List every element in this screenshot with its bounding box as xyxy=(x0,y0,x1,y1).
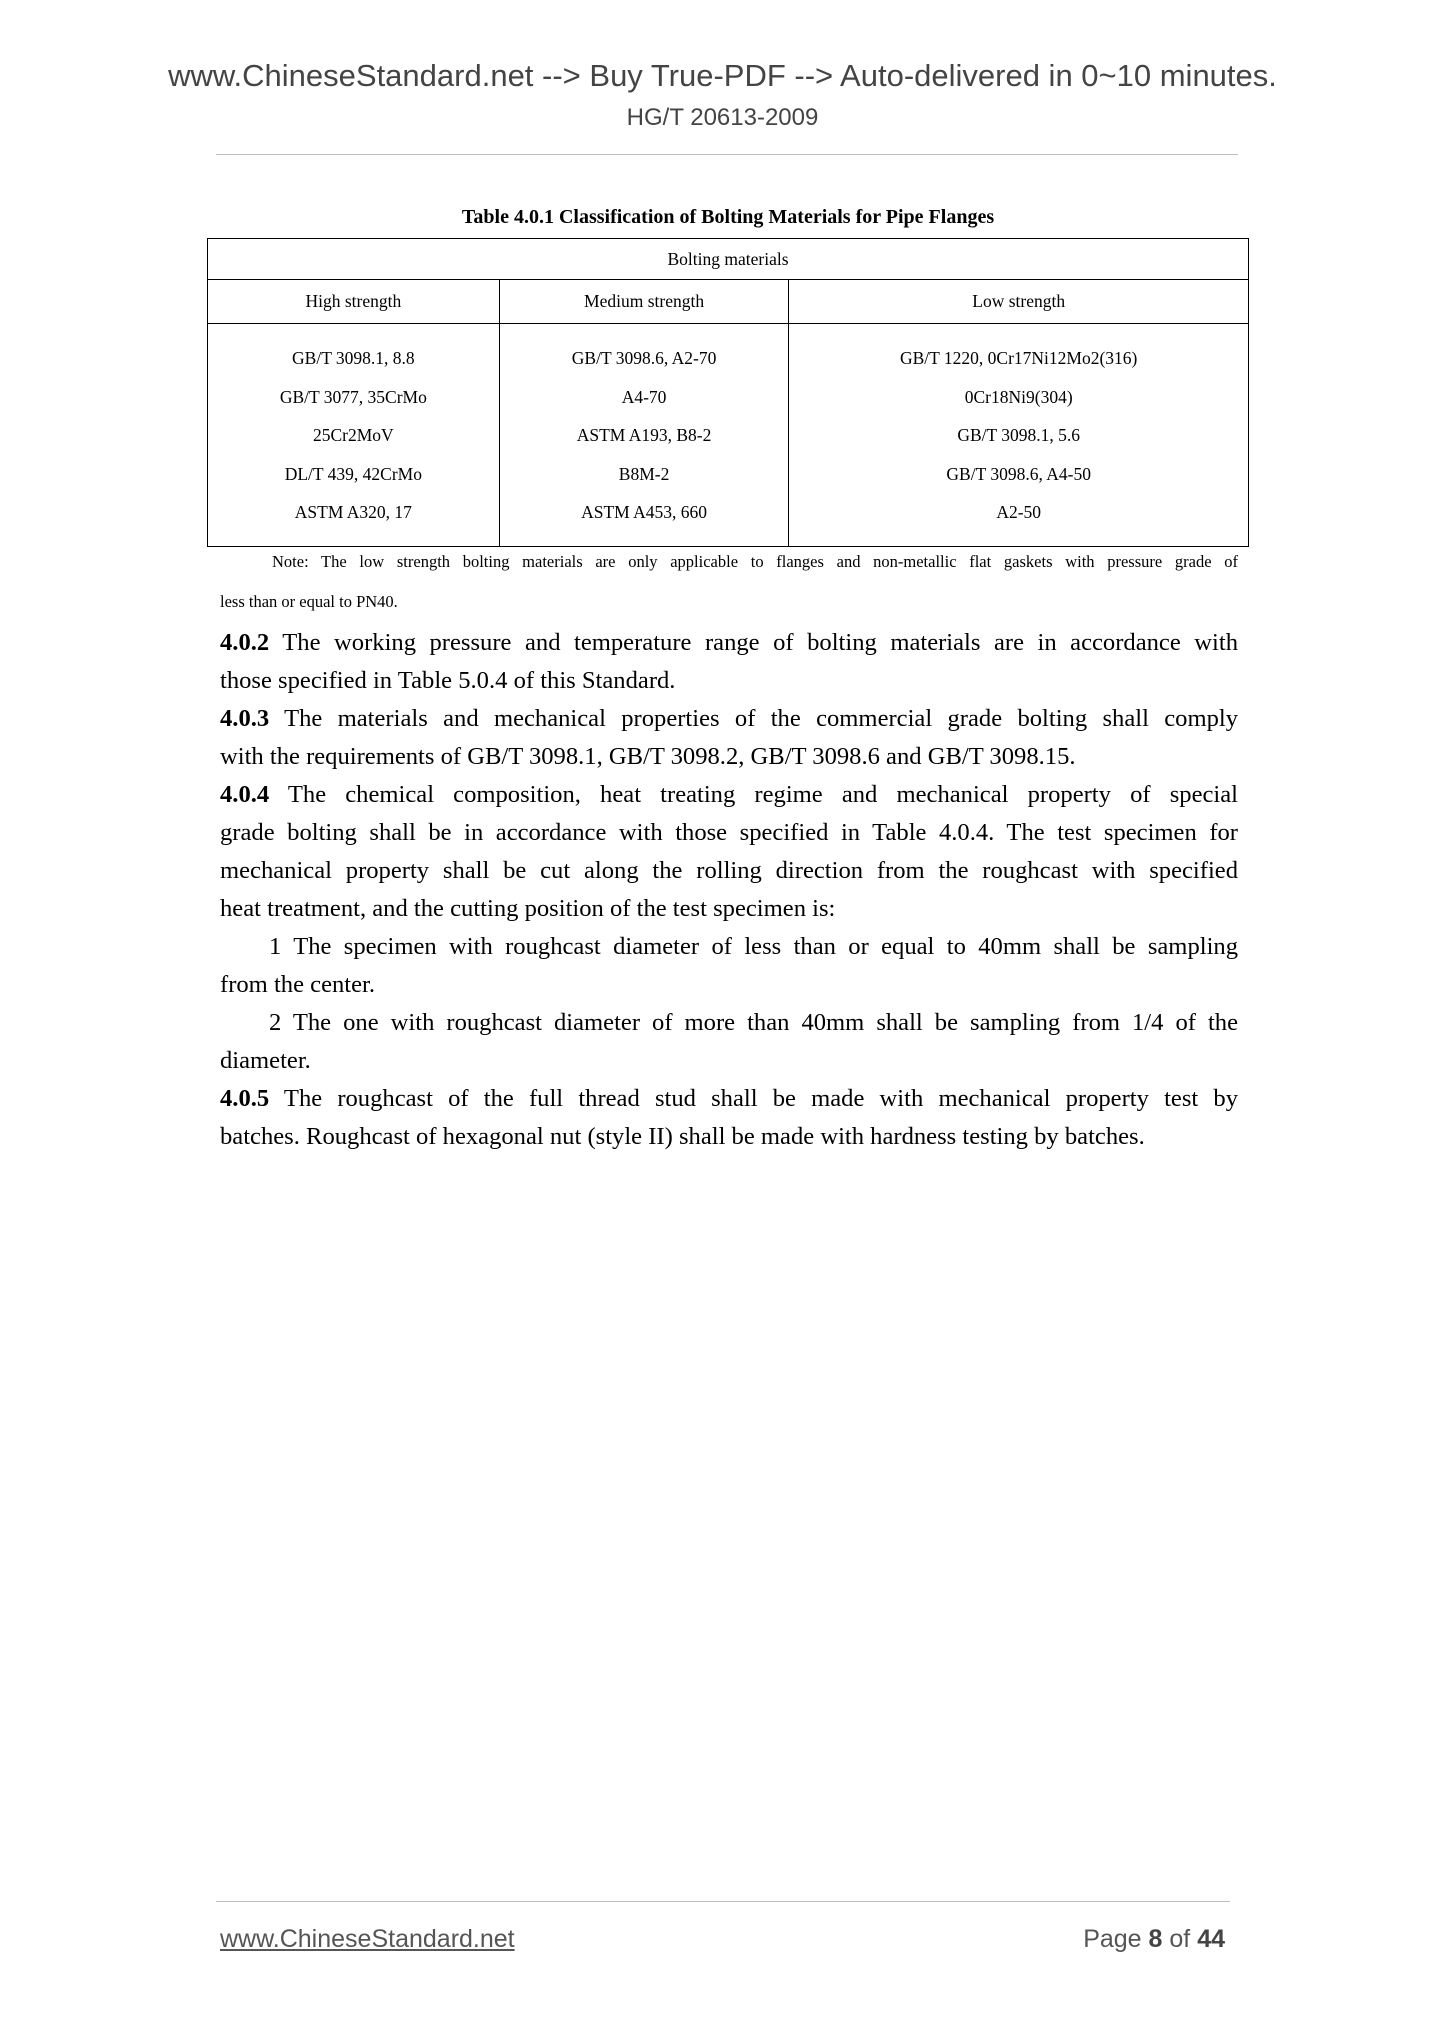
table-cell: A4-70 xyxy=(621,386,667,407)
medium-strength-cell xyxy=(499,324,789,547)
clause-text: heat treatment, and the cutting position of the test specimen is: xyxy=(220,895,836,922)
table-header-row xyxy=(208,280,1249,324)
table-note-line1: Note: The low strength bolting materials are only applicable to flanges and non-metallic flat gaskets with pressure grade of xyxy=(272,552,1238,571)
clause-number: 4.0.2 xyxy=(220,629,270,656)
table-cell: GB/T 3098.1, 5.6 xyxy=(957,425,1081,445)
table-caption: Table 4.0.1 Classification of Bolting Materials for Pipe Flanges xyxy=(461,206,995,228)
clause-4-0-2 xyxy=(220,624,1238,700)
clause-text: with the requirements of GB/T 3098.1, GB/T 3098.2, GB/T 3098.6 and GB/T 3098.15. xyxy=(220,743,1076,770)
clause-text: batches. Roughcast of hexagonal nut (style II) shall be made with hardness testing by batches. xyxy=(220,1123,1145,1150)
clause-text: The chemical composition, heat treating regime and mechanical property of special xyxy=(269,781,1238,808)
clause-text: The materials and mechanical properties of the commercial grade bolting shall comply xyxy=(269,705,1238,732)
high-strength-cell xyxy=(208,324,500,547)
table-cell: GB/T 3098.6, A2-70 xyxy=(571,348,717,368)
clause-4-0-3 xyxy=(220,700,1238,776)
page-prefix: Page xyxy=(1083,1925,1149,1953)
page-total: 44 xyxy=(1197,1925,1225,1953)
clause-item-2: 2 The one with roughcast diameter of more than 40mm shall be sampling from 1/4 of the xyxy=(269,1009,1238,1036)
table-cell: DL/T 439, 42CrMo xyxy=(284,463,422,484)
table-cell: 0Cr18Ni9(304) xyxy=(964,386,1073,407)
low-strength-cell xyxy=(789,324,1249,547)
column-header-low: Low strength xyxy=(789,280,1249,324)
table-cell: GB/T 3077, 35CrMo xyxy=(279,386,427,407)
bolting-materials-table xyxy=(207,238,1249,547)
clause-item-2-cont: diameter. xyxy=(220,1047,311,1074)
table-group-header: Bolting materials xyxy=(208,239,1249,280)
clause-number: 4.0.4 xyxy=(220,781,270,808)
clause-text: The working pressure and temperature range of bolting materials are in accordance with xyxy=(269,629,1238,656)
table-cell: ASTM A193, B8-2 xyxy=(576,425,712,445)
clause-number: 4.0.5 xyxy=(220,1085,270,1112)
table-note-line2: less than or equal to PN40. xyxy=(220,592,398,611)
table-cell: ASTM A320, 17 xyxy=(294,502,412,522)
clause-item-1: 1 The specimen with roughcast diameter of less than or equal to 40mm shall be sampling xyxy=(269,933,1238,960)
clause-text: mechanical property shall be cut along the rolling direction from the roughcast with specified xyxy=(220,857,1238,884)
footer-divider xyxy=(216,1901,1230,1902)
table-cell: A2-50 xyxy=(996,502,1042,522)
page-of: of xyxy=(1162,1925,1198,1953)
table-cell: 25Cr2MoV xyxy=(313,425,394,445)
clause-text: The roughcast of the full thread stud shall be made with mechanical property test by xyxy=(269,1085,1238,1112)
page-current: 8 xyxy=(1148,1925,1163,1953)
clause-4-0-4 xyxy=(220,776,1238,1080)
clause-text: grade bolting shall be in accordance with those specified in Table 4.0.4. The test specimen for xyxy=(220,819,1238,846)
column-header-high: High strength xyxy=(208,280,500,324)
footer-site-link[interactable]: www.ChineseStandard.net xyxy=(220,1925,515,1953)
clause-item-1-cont: from the center. xyxy=(220,971,376,998)
table-group-header-row xyxy=(208,239,1249,280)
page-number xyxy=(1083,1925,1225,1954)
table-cell: GB/T 3098.6, A4-50 xyxy=(946,463,1091,484)
table-cell: ASTM A453, 660 xyxy=(581,502,708,522)
table-body-row xyxy=(208,324,1249,547)
clause-number: 4.0.3 xyxy=(220,705,270,732)
table-cell: B8M-2 xyxy=(618,463,670,484)
header-banner: www.ChineseStandard.net --> Buy True-PDF --> Auto-delivered in 0~10 minutes. xyxy=(168,58,1277,93)
table-cell: GB/T 1220, 0Cr17Ni12Mo2(316) xyxy=(900,348,1138,368)
clause-text: those specified in Table 5.0.4 of this Standard. xyxy=(220,667,676,694)
table-cell: GB/T 3098.1, 8.8 xyxy=(292,348,415,368)
clause-4-0-5 xyxy=(220,1080,1238,1156)
standard-id: HG/T 20613-2009 xyxy=(626,104,819,131)
column-header-medium: Medium strength xyxy=(499,280,789,324)
header-divider xyxy=(216,154,1238,155)
